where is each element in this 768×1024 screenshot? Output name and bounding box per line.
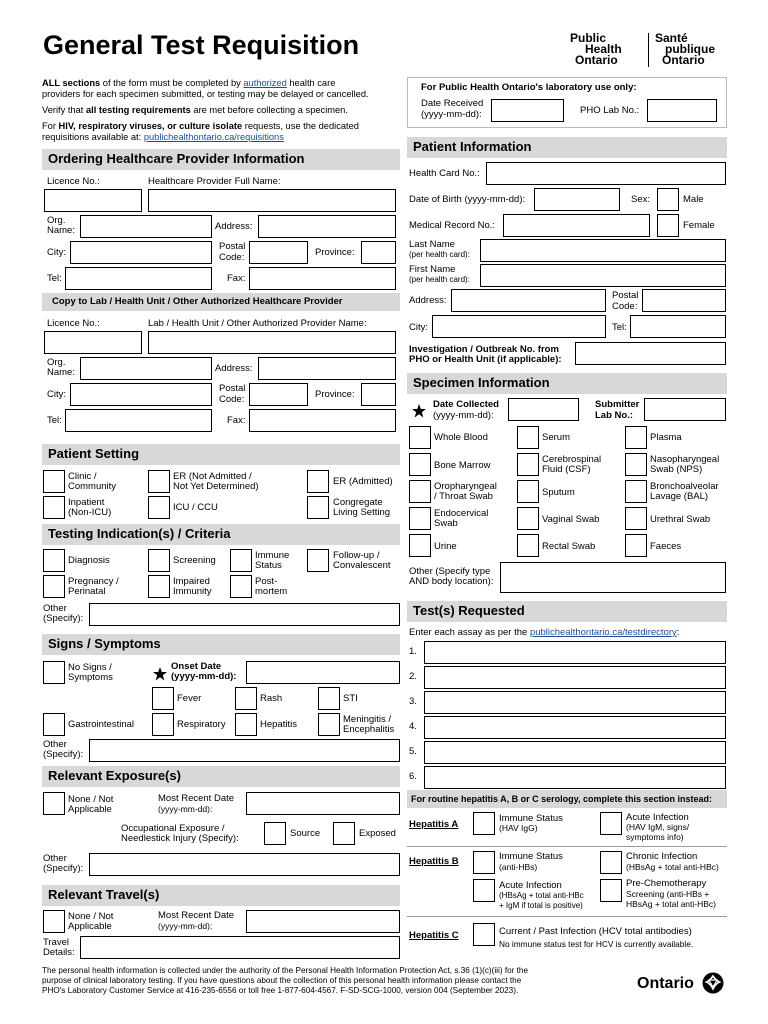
test-number: 5. <box>409 746 417 757</box>
code-label: Code: <box>219 252 245 263</box>
hep-b-immune-label-b: (anti-HBs) <box>499 862 538 872</box>
oropharyngeal-label-b: / Throat Swab <box>434 491 493 502</box>
exposure-other-input[interactable] <box>89 853 400 876</box>
privacy-footer <box>42 966 602 996</box>
hep-a-immune-checkbox[interactable] <box>473 812 495 835</box>
vaginal-label: Vaginal Swab <box>542 514 600 525</box>
fax-input[interactable] <box>249 267 396 290</box>
licence-input[interactable] <box>44 189 142 212</box>
exposure-date-input[interactable] <box>246 792 400 815</box>
sex-label: Sex: <box>631 194 651 205</box>
hep-c-option-label: Current / Past Infection (HCV total antibodies) <box>499 926 692 937</box>
hepatitis-label: Hepatitis <box>260 719 297 730</box>
lab-use-title: For Public Health Ontario's laboratory use only: <box>421 82 637 93</box>
onset-label-b: (yyyy-mm-dd): <box>171 671 237 682</box>
impaired-label-a: Impaired <box>173 576 210 587</box>
travel-recent-label-a: Most Recent Date <box>158 910 235 921</box>
provider-header: Ordering Healthcare Provider Information <box>42 149 400 170</box>
hep-a-immune-label-a: Immune Status <box>499 813 563 824</box>
copy-code-label: Code: <box>219 394 245 405</box>
patient-header: Patient Information <box>407 137 727 158</box>
hep-b-chronic-label-b: (HBsAg + total anti-HBc) <box>626 862 719 872</box>
copy-postal-code-input[interactable] <box>249 383 308 406</box>
respiratory-label: Respiratory <box>177 719 226 730</box>
hep-b-chronic-label-a: Chronic Infection <box>626 851 698 862</box>
exposure-other-label-a: Other <box>43 853 67 864</box>
exposure-header: Relevant Exposure(s) <box>42 766 400 787</box>
faeces-checkbox[interactable] <box>625 534 647 557</box>
specimen-other-label-b: AND body location): <box>409 576 494 587</box>
submitter-label-a: Submitter <box>595 399 640 410</box>
org-label: Org. <box>47 215 66 226</box>
clinic-checkbox[interactable] <box>43 470 65 493</box>
investigation-label-a: Investigation / Outbreak No. from <box>409 344 559 355</box>
serum-checkbox[interactable] <box>517 426 539 449</box>
travel-none-checkbox[interactable] <box>43 910 65 933</box>
investigation-label-b: PHO or Health Unit (if applicable): <box>409 354 562 365</box>
patient-address-label: Address: <box>409 295 447 306</box>
travel-details-label-a: Travel <box>43 937 70 948</box>
no-signs-checkbox[interactable] <box>43 661 65 684</box>
page-title: General Test Requisition <box>43 30 360 60</box>
submitter-label-b: Lab No.: <box>595 410 633 421</box>
immune-label-b: Status <box>255 560 282 571</box>
sti-checkbox[interactable] <box>318 687 340 710</box>
logo-line-3: Ontario <box>575 53 618 67</box>
onset-label-a: Onset Date <box>171 661 222 672</box>
oropharyngeal-label-a: Oropharyngeal <box>434 481 497 492</box>
postal-code-input[interactable] <box>249 241 308 264</box>
inpatient-label-b: (Non-ICU) <box>68 507 112 518</box>
follow-up-checkbox[interactable] <box>307 549 329 572</box>
logo-line-2: Health <box>585 42 622 56</box>
test-number: 1. <box>409 646 417 657</box>
tel-input[interactable] <box>65 267 212 290</box>
hep-b-chronic-checkbox[interactable] <box>600 851 622 874</box>
nps-checkbox[interactable] <box>625 453 647 476</box>
requisitions-link[interactable]: publichealthontario.ca/requisitions <box>143 132 284 142</box>
meningitis-checkbox[interactable] <box>318 713 340 736</box>
province-label: Province: <box>315 247 355 258</box>
last-name-label-b: (per health card): <box>409 250 470 259</box>
pregnancy-label-a: Pregnancy / <box>68 576 119 587</box>
occupational-label-b: Needlestick Injury (Specify): <box>121 833 239 844</box>
exposure-none-checkbox[interactable] <box>43 792 65 815</box>
dob-label: Date of Birth (yyyy-mm-dd): <box>409 194 526 205</box>
hep-b-acute-label-c: + IgM if total is positive) <box>499 901 583 910</box>
address-input[interactable] <box>258 215 396 238</box>
exposed-checkbox[interactable] <box>333 822 355 845</box>
rash-label: Rash <box>260 693 283 704</box>
lab-use-box <box>407 77 727 128</box>
female-checkbox[interactable] <box>657 214 679 237</box>
patient-postal-label: Postal <box>612 290 639 301</box>
hepatitis-a-label: Hepatitis A <box>409 819 459 830</box>
er-not-admitted-label-b: Not Yet Determined) <box>173 481 259 492</box>
hep-b-acute-label-b: (HBsAg + total anti-HBc <box>499 891 584 900</box>
respiratory-checkbox[interactable] <box>152 713 174 736</box>
hep-b-chemo-label-b: Screening (anti-HBs + <box>626 889 710 899</box>
patient-address-input[interactable] <box>451 289 606 312</box>
meningitis-label-a: Meningitis / <box>343 714 392 725</box>
endocervical-label-a: Endocervical <box>434 508 489 519</box>
endocervical-label-b: Swab <box>434 518 458 529</box>
hep-b-chemo-label-c: HBsAg + total anti-HBc) <box>626 899 716 909</box>
signs-other-label-b: (Specify): <box>43 749 84 760</box>
provider-name-input[interactable] <box>148 189 396 212</box>
sputum-checkbox[interactable] <box>517 480 539 503</box>
footer-line-1: The personal health information is collected under the authority of the Personal Health Information Protection Act, s.36 (1)(c)(iii) for the <box>42 966 529 975</box>
sputum-label: Sputum <box>542 487 575 498</box>
footer-line-3: PHO's Laboratory Customer Service at 416-235-6556 or toll free 1-877-604-4567. F-SD-SCG-1000, version 004 (September 2023). <box>42 986 519 995</box>
er-admitted-checkbox[interactable] <box>307 470 329 493</box>
exposure-none-label-a: None / Not <box>68 794 114 805</box>
clinic-label-b: Community <box>68 481 117 492</box>
rectal-checkbox[interactable] <box>517 534 539 557</box>
city-label: City: <box>47 247 66 258</box>
exposure-other-label-b: (Specify): <box>43 863 84 874</box>
impaired-label-b: Immunity <box>173 586 212 597</box>
province-input[interactable] <box>361 241 396 264</box>
authorized-link[interactable]: authorized <box>243 78 287 88</box>
travel-none-label-a: None / Not <box>68 911 114 922</box>
health-card-input[interactable] <box>486 162 726 185</box>
footer-line-2: purpose of clinical laboratory testing. If you have questions about the collection of this personal health information please contact the <box>42 976 522 985</box>
rash-checkbox[interactable] <box>235 687 257 710</box>
copy-postal-label: Postal <box>219 383 246 394</box>
csf-label-a: Cerebrospinal <box>542 454 602 465</box>
copy-city-input[interactable] <box>70 383 212 406</box>
test-directory-link[interactable]: publichealthontario.ca/testdirectory <box>529 627 677 638</box>
address-label: Address: <box>215 221 253 232</box>
impaired-checkbox[interactable] <box>148 575 170 598</box>
copy-name-label: Lab / Health Unit / Other Authorized Provider Name: <box>148 318 367 329</box>
test-input-3[interactable] <box>424 691 726 714</box>
required-star-icon <box>153 667 167 681</box>
endocervical-checkbox[interactable] <box>409 507 431 530</box>
plasma-label: Plasma <box>650 432 682 443</box>
onset-date-input[interactable] <box>246 661 400 684</box>
org-name-label: Name: <box>47 225 75 236</box>
intro-text: ALL sections of the form must be completed by authorized health care providers for each specimen submitted, or testing may be delayed or cancelled. Verify that all testing requirements are met before collecting a specimen. For HIV, respiratory viruses, or culture isolate requests, use the dedicated requisitions available at: publichealthontario.ca/requisitions <box>42 78 369 142</box>
travel-date-input[interactable] <box>246 910 400 933</box>
mrn-input[interactable] <box>503 214 650 237</box>
whole-blood-label: Whole Blood <box>434 432 488 443</box>
org-name-input[interactable] <box>80 215 212 238</box>
patient-code-label: Code: <box>612 301 638 312</box>
pho-lab-no-label: PHO Lab No.: <box>580 105 640 116</box>
last-name-input[interactable] <box>480 239 726 262</box>
required-star-icon <box>412 404 426 418</box>
test-number: 4. <box>409 721 417 732</box>
travel-details-input[interactable] <box>80 936 400 959</box>
pregnancy-label-b: Perinatal <box>68 586 106 597</box>
travel-none-label-b: Applicable <box>68 921 112 932</box>
provider-name-label: Healthcare Provider Full Name: <box>148 176 281 187</box>
source-checkbox[interactable] <box>264 822 286 845</box>
urine-label: Urine <box>434 541 457 552</box>
urine-checkbox[interactable] <box>409 534 431 557</box>
no-signs-label-b: Symptoms <box>68 672 113 683</box>
logo-line-1: Public <box>570 31 607 45</box>
logo-line-4: Santé <box>655 31 688 45</box>
pregnancy-checkbox[interactable] <box>43 575 65 598</box>
submitter-lab-no-input[interactable] <box>644 398 726 421</box>
copy-province-input[interactable] <box>361 383 396 406</box>
copy-fax-input[interactable] <box>249 409 396 432</box>
tel-label: Tel: <box>47 273 62 284</box>
dob-input[interactable] <box>534 188 620 211</box>
patient-tel-label: Tel: <box>612 322 627 333</box>
date-collected-label-a: Date Collected <box>433 399 499 410</box>
travel-header: Relevant Travel(s) <box>42 885 400 906</box>
exposed-label: Exposed <box>359 828 396 839</box>
exposure-none-label-b: Applicable <box>68 804 112 815</box>
date-collected-input[interactable] <box>508 398 579 421</box>
pho-logo <box>565 33 730 69</box>
hep-b-chemo-checkbox[interactable] <box>600 879 622 902</box>
inpatient-checkbox[interactable] <box>43 496 65 519</box>
hep-b-chemo-label-a: Pre-Chemotherapy <box>626 878 707 889</box>
test-number: 6. <box>409 771 417 782</box>
er-not-admitted-label-a: ER (Not Admitted / <box>173 471 252 482</box>
hepatitis-b-label: Hepatitis B <box>409 856 459 867</box>
post-mortem-checkbox[interactable] <box>230 575 252 598</box>
copy-org-name-input[interactable] <box>80 357 212 380</box>
er-admitted-label: ER (Admitted) <box>333 476 393 487</box>
hep-b-immune-label-a: Immune Status <box>499 851 563 862</box>
congregate-label-b: Living Setting <box>333 507 391 518</box>
icu-label: ICU / CCU <box>173 502 218 513</box>
test-input-1[interactable] <box>424 641 726 664</box>
hep-b-acute-checkbox[interactable] <box>473 879 495 902</box>
hep-a-immune-label-b: (HAV IgG) <box>499 823 538 833</box>
hep-c-note: No immune status test for HCV is currently available. <box>499 939 694 949</box>
hep-a-acute-checkbox[interactable] <box>600 812 622 835</box>
male-label: Male <box>683 194 704 205</box>
faeces-label: Faeces <box>650 541 682 552</box>
specimen-other-input[interactable] <box>500 562 726 593</box>
urethral-checkbox[interactable] <box>625 507 647 530</box>
first-name-input[interactable] <box>480 264 726 287</box>
signs-other-label-a: Other <box>43 739 67 750</box>
patient-city-input[interactable] <box>432 315 606 338</box>
meningitis-label-b: Encephalitis <box>343 724 395 735</box>
testing-header: Testing Indication(s) / Criteria <box>42 524 400 545</box>
inpatient-label-a: Inpatient <box>68 497 105 508</box>
oropharyngeal-checkbox[interactable] <box>409 480 431 503</box>
pho-lab-no-input[interactable] <box>647 99 717 122</box>
copy-org-name-label: Name: <box>47 367 75 378</box>
female-label: Female <box>683 220 715 231</box>
ontario-logo-text: Ontario <box>637 975 694 992</box>
exposure-recent-label-a: Most Recent Date <box>158 793 235 804</box>
nps-label-b: Swab (NPS) <box>650 464 703 475</box>
test-number: 3. <box>409 696 417 707</box>
post-mortem-label-a: Post- <box>255 576 278 587</box>
follow-up-label-a: Follow-up / <box>333 550 380 561</box>
tests-instructions: Enter each assay as per the publichealthontario.ca/testdirectory: <box>409 627 680 638</box>
hep-b-acute-label-a: Acute Infection <box>499 880 562 891</box>
first-name-label-b: (per health card): <box>409 275 470 284</box>
bone-marrow-checkbox[interactable] <box>409 453 431 476</box>
gastro-checkbox[interactable] <box>43 713 65 736</box>
diagnosis-checkbox[interactable] <box>43 549 65 572</box>
screening-checkbox[interactable] <box>148 549 170 572</box>
signs-header: Signs / Symptoms <box>42 634 400 655</box>
postal-label: Postal <box>219 241 246 252</box>
csf-checkbox[interactable] <box>517 453 539 476</box>
hep-a-acute-label-b: (HAV IgM, signs/ <box>626 822 690 832</box>
no-signs-label-a: No Signs / <box>68 662 112 673</box>
travel-recent-label-b: (yyyy-mm-dd): <box>158 921 213 931</box>
specimen-other-label-a: Other (Specify type <box>409 566 491 577</box>
sti-label: STI <box>343 693 358 704</box>
bone-marrow-label: Bone Marrow <box>434 460 491 471</box>
testing-other-label-b: (Specify): <box>43 613 84 624</box>
test-number: 2. <box>409 671 417 682</box>
travel-details-label-b: Details: <box>43 947 75 958</box>
follow-up-label-b: Convalescent <box>333 560 391 571</box>
hepatitis-checkbox[interactable] <box>235 713 257 736</box>
immune-status-checkbox[interactable] <box>230 549 252 572</box>
vaginal-checkbox[interactable] <box>517 507 539 530</box>
mrn-label: Medical Record No.: <box>409 220 496 231</box>
copy-address-label: Address: <box>215 363 253 374</box>
copy-licence-input[interactable] <box>44 331 142 354</box>
rectal-label: Rectal Swab <box>542 541 596 552</box>
fever-checkbox[interactable] <box>152 687 174 710</box>
post-mortem-label-b: mortem <box>255 586 288 597</box>
csf-label-b: Fluid (CSF) <box>542 464 591 475</box>
urethral-label: Urethral Swab <box>650 514 711 525</box>
ontario-trillium-icon <box>702 972 724 994</box>
icu-checkbox[interactable] <box>148 496 170 519</box>
test-input-5[interactable] <box>424 741 726 764</box>
hep-a-acute-label-c: symptoms info) <box>626 832 684 842</box>
hepatitis-header: For routine hepatitis A, B or C serology, complete this section instead: <box>407 790 727 808</box>
copy-address-input[interactable] <box>258 357 396 380</box>
date-received-input[interactable] <box>491 99 564 122</box>
tests-header: Test(s) Requested <box>407 601 727 622</box>
copy-tel-label: Tel: <box>47 415 62 426</box>
testing-other-label-a: Other <box>43 603 67 614</box>
date-received-label: Date Received <box>421 98 484 109</box>
first-name-label-a: First Name <box>409 264 456 275</box>
congregate-label-a: Congregate <box>333 497 383 508</box>
male-checkbox[interactable] <box>657 188 679 211</box>
investigation-input[interactable] <box>575 342 726 365</box>
copy-header: Copy to Lab / Health Unit / Other Authorized Healthcare Provider <box>42 293 400 311</box>
occupational-label-a: Occupational Exposure / <box>121 823 225 834</box>
gastro-label: Gastrointestinal <box>68 719 135 730</box>
copy-fax-label: Fax: <box>227 415 246 426</box>
copy-city-label: City: <box>47 389 66 400</box>
congregate-checkbox[interactable] <box>307 496 329 519</box>
patient-city-label: City: <box>409 322 428 333</box>
city-input[interactable] <box>70 241 212 264</box>
health-card-label: Health Card No.: <box>409 168 480 179</box>
logo-line-6: Ontario <box>662 53 705 67</box>
test-input-6[interactable] <box>424 766 726 789</box>
copy-province-label: Province: <box>315 389 355 400</box>
er-not-admitted-checkbox[interactable] <box>148 470 170 493</box>
hep-a-acute-label-a: Acute Infection <box>626 812 689 823</box>
copy-tel-input[interactable] <box>65 409 212 432</box>
diagnosis-label: Diagnosis <box>68 555 110 566</box>
plasma-checkbox[interactable] <box>625 426 647 449</box>
fax-label: Fax: <box>227 273 246 284</box>
testing-other-input[interactable] <box>89 603 400 626</box>
specimen-header: Specimen Information <box>407 373 727 394</box>
source-label: Source <box>290 828 321 839</box>
hepatitis-c-label: Hepatitis C <box>409 930 459 941</box>
serum-label: Serum <box>542 432 570 443</box>
test-input-2[interactable] <box>424 666 726 689</box>
whole-blood-checkbox[interactable] <box>409 426 431 449</box>
signs-other-input[interactable] <box>89 739 400 762</box>
patient-tel-input[interactable] <box>630 315 726 338</box>
test-input-4[interactable] <box>424 716 726 739</box>
date-collected-label-b: (yyyy-mm-dd): <box>433 410 494 421</box>
bal-label-b: Lavage (BAL) <box>650 491 709 502</box>
fever-label: Fever <box>177 693 202 704</box>
patient-postal-input[interactable] <box>642 289 726 312</box>
date-format-label: (yyyy-mm-dd): <box>421 109 482 120</box>
nps-label-a: Nasopharyngeal <box>650 454 720 465</box>
screening-label: Screening <box>173 555 216 566</box>
logo-line-5: publique <box>665 42 715 56</box>
bal-label-a: Bronchoalveolar <box>650 481 719 492</box>
patient-setting-header: Patient Setting <box>42 444 400 465</box>
copy-name-input[interactable] <box>148 331 396 354</box>
hep-b-immune-checkbox[interactable] <box>473 851 495 874</box>
copy-org-label: Org. <box>47 357 66 368</box>
bal-checkbox[interactable] <box>625 480 647 503</box>
copy-licence-label: Licence No.: <box>47 318 100 329</box>
exposure-recent-label-b: (yyyy-mm-dd): <box>158 804 213 814</box>
last-name-label-a: Last Name <box>409 239 455 250</box>
hep-c-checkbox[interactable] <box>473 923 495 946</box>
immune-label-a: Immune <box>255 550 290 561</box>
licence-label: Licence No.: <box>47 176 100 187</box>
clinic-label-a: Clinic / <box>68 471 97 482</box>
